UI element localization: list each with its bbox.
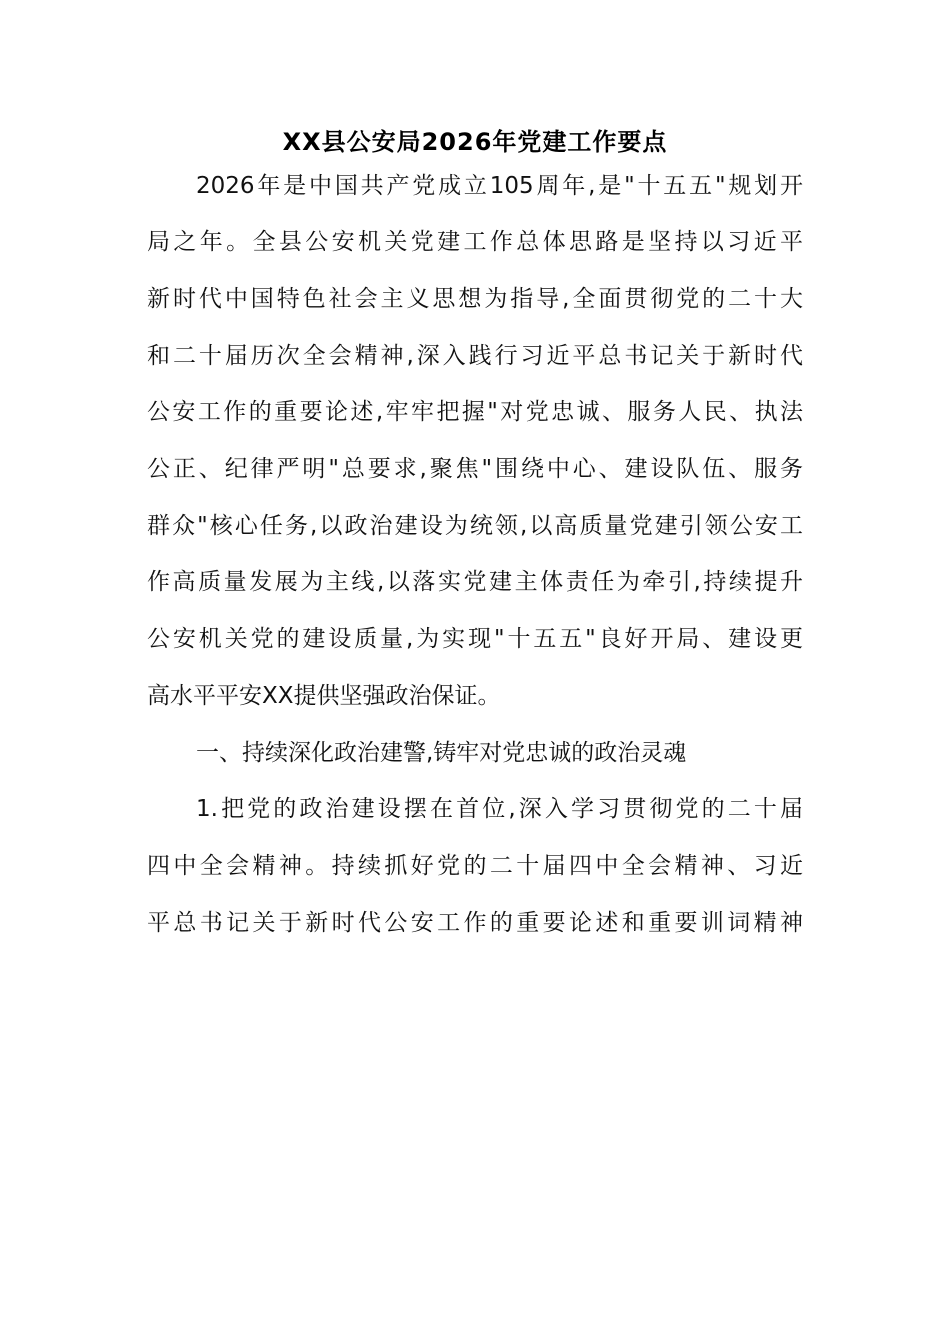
paragraph-line: 公正、纪律严明"总要求,聚焦"围绕中心、建设队伍、服务 (147, 456, 803, 482)
paragraph-line: 公安工作的重要论述,牢牢把握"对党忠诚、服务人民、执法 (147, 399, 803, 425)
paragraph-line: 群众"核心任务,以政治建设为统领,以高质量党建引领公安工 (147, 513, 803, 539)
paragraph-line: 公安机关党的建设质量,为实现"十五五"良好开局、建设更 (147, 626, 803, 652)
paragraph-line: 局之年。全县公安机关党建工作总体思路是坚持以习近平 (147, 229, 803, 255)
paragraph-line: 2026年是中国共产党成立105周年,是"十五五"规划开 (196, 173, 803, 199)
paragraph-line: 1.把党的政治建设摆在首位,深入学习贯彻党的二十届 (196, 796, 803, 822)
section-heading: 一、持续深化政治建警,铸牢对党忠诚的政治灵魂 (196, 740, 687, 766)
paragraph-line: 和二十届历次全会精神,深入践行习近平总书记关于新时代 (147, 343, 803, 369)
paragraph-line: 四中全会精神。持续抓好党的二十届四中全会精神、习近 (147, 853, 803, 879)
paragraph-line: 高水平平安XX提供坚强政治保证。 (147, 683, 501, 709)
document-title: XX县公安局2026年党建工作要点 (282, 128, 668, 156)
paragraph-line: 新时代中国特色社会主义思想为指导,全面贯彻党的二十大 (147, 286, 803, 312)
paragraph-line: 作高质量发展为主线,以落实党建主体责任为牵引,持续提升 (147, 569, 803, 595)
paragraph-line: 平总书记关于新时代公安工作的重要论述和重要训词精神 (147, 910, 803, 936)
